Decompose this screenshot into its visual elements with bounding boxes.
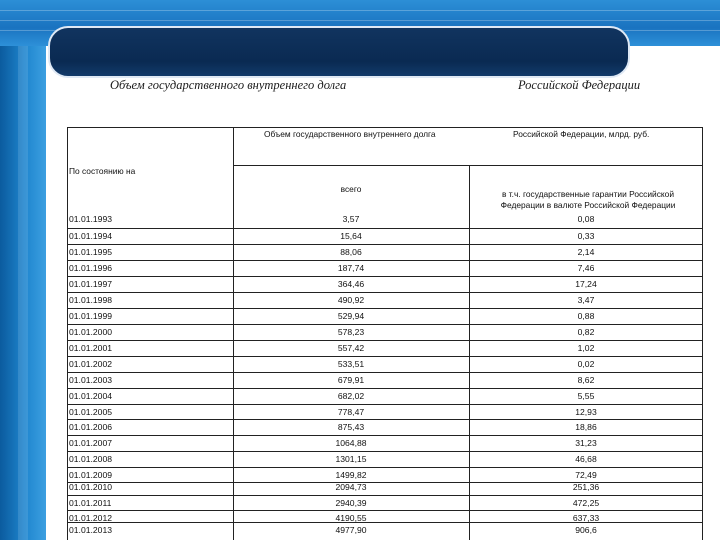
table-row [67, 327, 703, 342]
slide-title-right: Российской Федерации [518, 78, 641, 92]
cell-guar: 251,36 [572, 482, 600, 492]
cell-guar: 0,08 [577, 214, 595, 224]
table-row [67, 247, 703, 262]
cell-date: 01.01.1994 [69, 231, 113, 241]
cell-guar: 8,62 [577, 375, 595, 385]
cell-date: 01.01.2011 [69, 498, 112, 508]
header-top-left: Объем государственного внутреннего долга [264, 129, 436, 139]
table-row [67, 422, 703, 437]
cell-date: 01.01.1998 [69, 295, 113, 305]
cell-total: 4977,90 [335, 525, 367, 535]
cell-guar: 46,68 [575, 454, 597, 464]
table-row [67, 279, 703, 294]
cell-date: 01.01.1993 [69, 214, 113, 224]
table-row [67, 391, 703, 406]
cell-guar: 0,33 [577, 231, 595, 241]
cell-date: 01.01.2004 [69, 391, 113, 401]
table-row [67, 375, 703, 390]
table-row [67, 295, 703, 310]
cell-date: 01.01.1999 [69, 311, 113, 321]
cell-total: 490,92 [337, 295, 365, 305]
cell-date: 01.01.1997 [69, 279, 113, 289]
cell-total: 187,74 [337, 263, 365, 273]
cell-total: 4190,55 [335, 513, 367, 523]
cell-total: 682,02 [337, 391, 365, 401]
table-row [67, 482, 703, 497]
cell-date: 01.01.2013 [69, 525, 113, 535]
cell-guar: 0,02 [577, 359, 595, 369]
table-top-border [67, 127, 703, 128]
cell-guar: 17,24 [575, 279, 597, 289]
cell-date: 01.01.2001 [69, 343, 113, 353]
cell-total: 1301,15 [335, 454, 367, 464]
cell-total: 1064,88 [335, 438, 367, 448]
table-row [67, 311, 703, 326]
cell-guar: 472,25 [572, 498, 600, 508]
cell-date: 01.01.2003 [69, 375, 113, 385]
cell-date: 01.01.2008 [69, 454, 113, 464]
header-date: По состоянию на [69, 166, 136, 176]
cell-date: 01.01.2012 [69, 513, 113, 523]
cell-total: 1499,82 [335, 470, 367, 480]
header-top-right: Российской Федерации, млрд. руб. [513, 129, 650, 139]
cell-total: 88,06 [340, 247, 362, 257]
cell-date: 01.01.2006 [69, 422, 113, 432]
left-decor-band [0, 0, 46, 540]
cell-guar: 2,14 [577, 247, 595, 257]
cell-total: 529,94 [337, 311, 365, 321]
slide-title-left: Объем государственного внутреннего долга [110, 78, 347, 92]
cell-total: 364,46 [337, 279, 365, 289]
cell-total: 2094,73 [335, 482, 367, 492]
cell-total: 2940,39 [335, 498, 367, 508]
cell-guar: 1,02 [577, 343, 595, 353]
table-row [67, 407, 703, 422]
cell-total: 578,23 [337, 327, 365, 337]
cell-total: 679,91 [337, 375, 365, 385]
table-row [67, 343, 703, 358]
cell-total: 533,51 [337, 359, 365, 369]
cell-date: 01.01.2002 [69, 359, 113, 369]
table-row [67, 214, 703, 229]
table-row [67, 525, 703, 540]
cell-total: 3,57 [342, 214, 360, 224]
cell-date: 01.01.1996 [69, 263, 113, 273]
cell-guar: 7,46 [577, 263, 595, 273]
cell-total: 778,47 [337, 407, 365, 417]
table-row [67, 438, 703, 453]
table-row [67, 231, 703, 246]
cell-guar: 12,93 [575, 407, 597, 417]
cell-total: 875,43 [337, 422, 365, 432]
cell-guar: 31,23 [575, 438, 597, 448]
cell-date: 01.01.2009 [69, 470, 113, 480]
cell-guar: 906,6 [575, 525, 597, 535]
header-title-bar [48, 26, 630, 78]
table-row [67, 359, 703, 374]
cell-total: 557,42 [337, 343, 365, 353]
table-row [67, 454, 703, 469]
cell-date: 01.01.2005 [69, 407, 113, 417]
cell-guar: 0,88 [577, 311, 595, 321]
header-guarantees: в т.ч. государственные гарантии Российской Федерации в валюте Российской Федерации [500, 189, 676, 210]
table-row [67, 498, 703, 513]
debt-table [67, 127, 703, 540]
cell-guar: 18,86 [575, 422, 597, 432]
cell-guar: 637,33 [572, 513, 600, 523]
cell-guar: 72,49 [575, 470, 597, 480]
cell-guar: 3,47 [577, 295, 595, 305]
cell-date: 01.01.2010 [69, 482, 113, 492]
cell-total: 15,64 [340, 231, 362, 241]
cell-date: 01.01.1995 [69, 247, 113, 257]
header-divider [233, 165, 703, 166]
cell-date: 01.01.2000 [69, 327, 113, 337]
header-total: всего [340, 184, 362, 194]
table-row [67, 263, 703, 278]
cell-guar: 0,82 [577, 327, 595, 337]
cell-guar: 5,55 [577, 391, 595, 401]
cell-date: 01.01.2007 [69, 438, 113, 448]
